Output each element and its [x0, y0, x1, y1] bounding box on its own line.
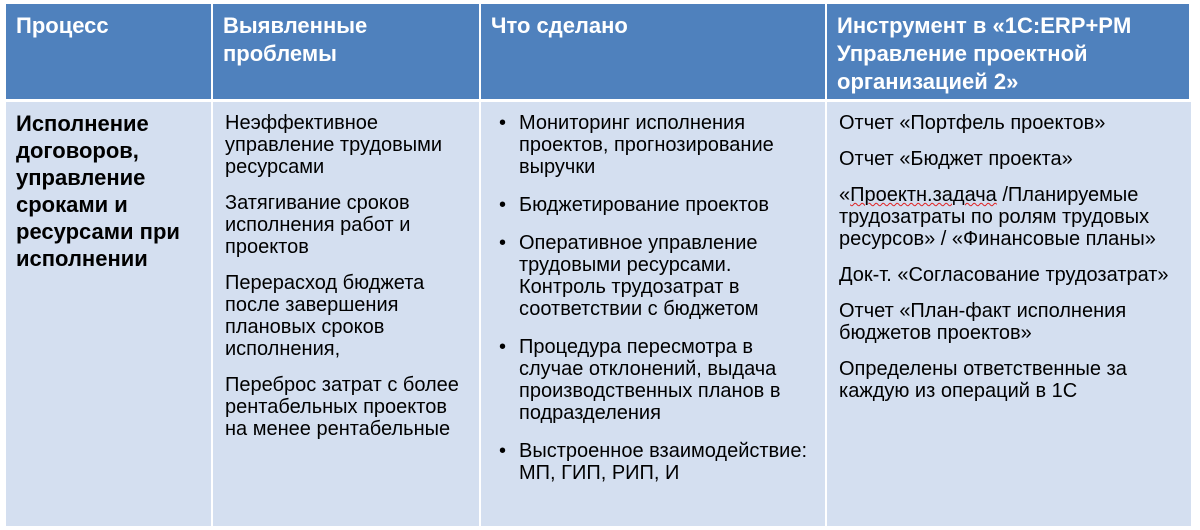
bullet-icon: •	[499, 194, 507, 216]
process-table	[6, 4, 1191, 526]
problem-item: Затягивание сроков исполнения работ и проектов	[225, 192, 411, 258]
cell-tool	[827, 102, 1191, 526]
done-item-text: Выстроенное взаимодействие: МП, ГИП, РИП, И	[519, 440, 808, 484]
done-item	[493, 232, 815, 320]
process-name: Исполнение договоров, управление сроками и ресурсами при исполнении	[16, 111, 180, 271]
problem-item: Перерасход бюджета после завершения плановых сроков исполнения,	[225, 272, 425, 360]
spellcheck-underlined-text: Проектн.задача	[850, 184, 997, 206]
bullet-icon: •	[499, 440, 507, 462]
tool-item	[839, 184, 1181, 250]
tool-item-rest: /Планируемые трудозатраты по ролям трудовых ресурсов» / «Финансовые планы»	[839, 184, 1156, 250]
header-problems: Выявленные проблемы	[213, 4, 481, 102]
cell-problems	[213, 102, 481, 526]
cell-done	[481, 102, 827, 526]
problem-item: Неэффективное управление трудовыми ресурсами	[225, 112, 443, 178]
tool-item: Отчет «Бюджет проекта»	[839, 148, 1073, 170]
problem-item: Переброс затрат с более рентабельных проектов на менее рентабельные	[225, 374, 459, 440]
done-item-text: Мониторинг исполнения проектов, прогнозирование выручки	[519, 112, 774, 178]
tool-item: Определены ответственные за каждую из операций в 1С	[839, 358, 1127, 402]
tool-item: Отчет «Портфель проектов»	[839, 112, 1106, 134]
header-tool: Инструмент в «1С:ERP+PM Управление проектной организацией 2»	[827, 4, 1191, 102]
done-item-text: Процедура пересмотра в случае отклонений, выдача производственных планов в подразделения	[519, 336, 781, 424]
done-item-text: Бюджетирование проектов	[519, 194, 770, 216]
tool-item-prefix: «	[839, 184, 851, 206]
bullet-icon: •	[499, 112, 507, 134]
done-item-text: Оперативное управление трудовыми ресурсами. Контроль трудозатрат в соответствии с бюджетом	[519, 232, 759, 320]
done-item	[493, 440, 815, 484]
tool-item: Отчет «План-факт исполнения бюджетов проектов»	[839, 300, 1127, 344]
header-process: Процесс	[6, 4, 213, 102]
cell-process	[6, 102, 213, 526]
bullet-icon: •	[499, 232, 507, 254]
done-item	[493, 194, 815, 216]
done-item	[493, 112, 815, 178]
done-item	[493, 336, 815, 424]
tool-item: Док-т. «Согласование трудозатрат»	[839, 264, 1169, 286]
header-done: Что сделано	[481, 4, 827, 102]
done-list	[493, 112, 815, 484]
bullet-icon: •	[499, 336, 507, 358]
